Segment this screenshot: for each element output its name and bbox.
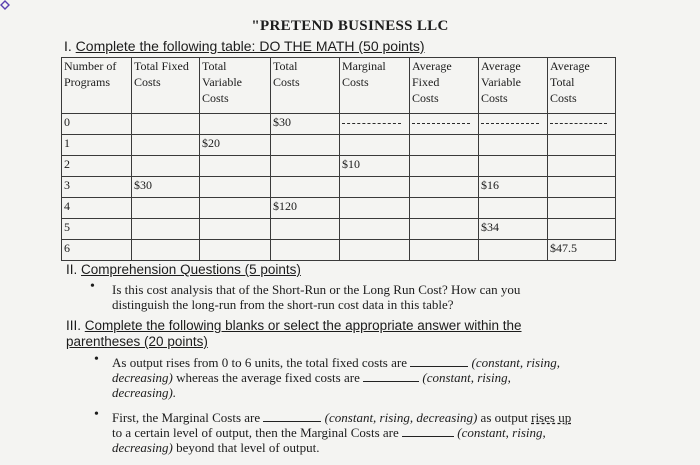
- table-cell: $34: [479, 219, 548, 240]
- table-body: [62, 114, 616, 261]
- table-cell[interactable]: [200, 198, 271, 219]
- section-3-text-2: parentheses (20 points): [66, 334, 208, 349]
- table-row: [62, 135, 616, 156]
- section-2-numeral: II.: [66, 262, 82, 277]
- blank-2-answer-1[interactable]: [263, 410, 321, 422]
- column-header-line: Average: [481, 59, 521, 73]
- column-header: [340, 58, 410, 114]
- table-cell[interactable]: [548, 177, 616, 198]
- table-cell[interactable]: [271, 240, 340, 261]
- table-cell: $120: [271, 198, 340, 219]
- page-title: "PRETEND BUSINESS LLC: [251, 18, 449, 34]
- column-header-line: Costs: [481, 91, 508, 105]
- column-header-line: Costs: [273, 75, 300, 89]
- table-cell[interactable]: [479, 240, 548, 261]
- table-cell[interactable]: [410, 135, 479, 156]
- column-header-line: Total Fixed: [134, 59, 189, 73]
- table-cell[interactable]: [132, 156, 200, 177]
- cost-table: [61, 57, 616, 261]
- table-cell: 3: [62, 177, 132, 198]
- table-cell[interactable]: [132, 135, 200, 156]
- column-header-line: Costs: [134, 75, 161, 89]
- table-cell[interactable]: [340, 240, 410, 261]
- table-cell: 2: [62, 156, 132, 177]
- column-header-line: Total: [273, 59, 298, 73]
- column-header-line: Costs: [342, 75, 369, 89]
- section-3-heading: [66, 318, 522, 350]
- table-cell[interactable]: [200, 156, 271, 177]
- dash-line: [481, 123, 539, 124]
- table-cell: 1: [62, 135, 132, 156]
- table-cell[interactable]: [132, 198, 200, 219]
- column-header-line: Number of: [64, 59, 117, 73]
- blank-1-options-b-cont: decreasing).: [112, 385, 177, 400]
- dash-line: [550, 123, 607, 124]
- column-header: [271, 58, 340, 114]
- column-header-line: Average: [550, 59, 590, 73]
- table-cell[interactable]: [132, 114, 200, 135]
- blank-2-text-b: as output: [477, 410, 532, 425]
- table-cell[interactable]: [410, 219, 479, 240]
- blank-2-options-b-cont: decreasing): [112, 440, 173, 455]
- column-header: [62, 58, 132, 114]
- table-cell: $10: [340, 156, 410, 177]
- column-header-line: Costs: [550, 91, 577, 105]
- section-3-text-1: Complete the following blanks or select the appropriate answer within the: [84, 318, 522, 333]
- table-cell: 6: [62, 240, 132, 261]
- blank-2-text-e: beyond that level of output.: [172, 440, 320, 455]
- blank-1-options-a[interactable]: (constant, rising,: [471, 355, 560, 370]
- section-1-numeral: I.: [64, 38, 76, 54]
- section-2-heading: [66, 262, 301, 277]
- column-header-line: Marginal: [342, 59, 386, 73]
- section-2-text: Comprehension Questions (5 points): [81, 262, 301, 277]
- table-row: [62, 240, 616, 261]
- table-cell: $47.5: [548, 240, 616, 261]
- blank-2-text-d: to a certain level of output, then the Marginal Costs are: [112, 425, 399, 440]
- table-cell[interactable]: [548, 156, 616, 177]
- blank-1-text-a: As output rises from 0 to 6 units, the total fixed costs are: [112, 355, 407, 370]
- table-row: [62, 114, 616, 135]
- column-header-line: Variable: [202, 75, 242, 89]
- blank-1-options-b[interactable]: (constant, rising,: [422, 370, 511, 385]
- column-header-line: Total: [550, 75, 575, 89]
- table-cell: 0: [62, 114, 132, 135]
- table-cell[interactable]: [132, 240, 200, 261]
- table-cell[interactable]: [548, 219, 616, 240]
- diamond-icon: [0, 0, 12, 12]
- table-cell[interactable]: [132, 219, 200, 240]
- table-cell: 4: [62, 198, 132, 219]
- question-1: [112, 282, 520, 312]
- table-cell[interactable]: [271, 219, 340, 240]
- blank-1-options-a-cont: decreasing): [112, 370, 173, 385]
- column-header: [200, 58, 271, 114]
- column-header-line: Costs: [202, 91, 229, 105]
- blank-2-answer-2[interactable]: [402, 425, 454, 437]
- table-cell[interactable]: [200, 177, 271, 198]
- question-1-line-2: distinguish the long-run from the short-run cost data in this table?: [112, 297, 454, 312]
- table-cell[interactable]: [479, 135, 548, 156]
- table-cell: $20: [200, 135, 271, 156]
- column-header: [132, 58, 200, 114]
- table-cell[interactable]: [340, 198, 410, 219]
- table-cell[interactable]: [479, 156, 548, 177]
- column-header-line: Costs: [412, 91, 439, 105]
- table-cell[interactable]: [340, 177, 410, 198]
- column-header-line: Average: [412, 59, 452, 73]
- table-cell[interactable]: [410, 156, 479, 177]
- blank-1-text-b: whereas the average fixed costs are: [172, 370, 360, 385]
- section-1-text: Complete the following table: DO THE MATH (50 points): [75, 38, 425, 54]
- table-row: [62, 177, 616, 198]
- bullet-icon: •: [94, 352, 99, 367]
- column-header: [548, 58, 616, 114]
- table-header-row: [62, 58, 616, 114]
- table-cell-na: [479, 114, 548, 135]
- table-cell[interactable]: [410, 240, 479, 261]
- table-cell: 5: [62, 219, 132, 240]
- column-header-line: Total: [202, 59, 227, 73]
- table-cell[interactable]: [200, 219, 271, 240]
- bullet-icon: •: [90, 279, 95, 294]
- table-cell: $30: [271, 114, 340, 135]
- blank-2-options-b[interactable]: (constant, rising,: [457, 425, 546, 440]
- column-header: [410, 58, 479, 114]
- blank-1-answer-1[interactable]: [410, 355, 468, 367]
- table-cell[interactable]: [340, 219, 410, 240]
- bullet-icon: •: [94, 407, 99, 422]
- table-row: [62, 198, 616, 219]
- blank-item-2: [112, 410, 632, 455]
- column-header-line: Programs: [64, 75, 110, 89]
- question-1-line-1: Is this cost analysis that of the Short-Run or the Long Run Cost? How can you: [112, 282, 521, 297]
- table-cell[interactable]: [548, 198, 616, 219]
- table-cell[interactable]: [410, 177, 479, 198]
- blank-1-answer-2[interactable]: [363, 370, 419, 382]
- column-header: [479, 58, 548, 114]
- blank-item-1: [112, 355, 622, 400]
- section-1-heading: [64, 38, 425, 54]
- table-row: [62, 219, 616, 240]
- blank-2-text-c: rises up: [531, 410, 572, 425]
- table-cell-na: [340, 114, 410, 135]
- table-cell[interactable]: [200, 114, 271, 135]
- table-cell-na: [410, 114, 479, 135]
- dash-line: [342, 123, 401, 124]
- dash-line: [412, 123, 470, 124]
- table-cell[interactable]: [410, 198, 479, 219]
- table-cell[interactable]: [200, 240, 271, 261]
- table-cell[interactable]: [340, 135, 410, 156]
- column-header-line: Variable: [481, 75, 521, 89]
- table-cell: $16: [479, 177, 548, 198]
- blank-2-options-a[interactable]: (constant, rising, decreasing): [324, 410, 478, 425]
- table-cell[interactable]: [479, 198, 548, 219]
- section-3-numeral: III.: [66, 318, 85, 333]
- table-cell: $30: [132, 177, 200, 198]
- table-cell[interactable]: [548, 135, 616, 156]
- table-cell[interactable]: [271, 135, 340, 156]
- table-cell[interactable]: [271, 177, 340, 198]
- blank-2-text-a: First, the Marginal Costs are: [112, 410, 261, 425]
- column-header-line: Fixed: [412, 75, 440, 89]
- table-cell-na: [548, 114, 616, 135]
- table-row: [62, 156, 616, 177]
- table-cell[interactable]: [271, 156, 340, 177]
